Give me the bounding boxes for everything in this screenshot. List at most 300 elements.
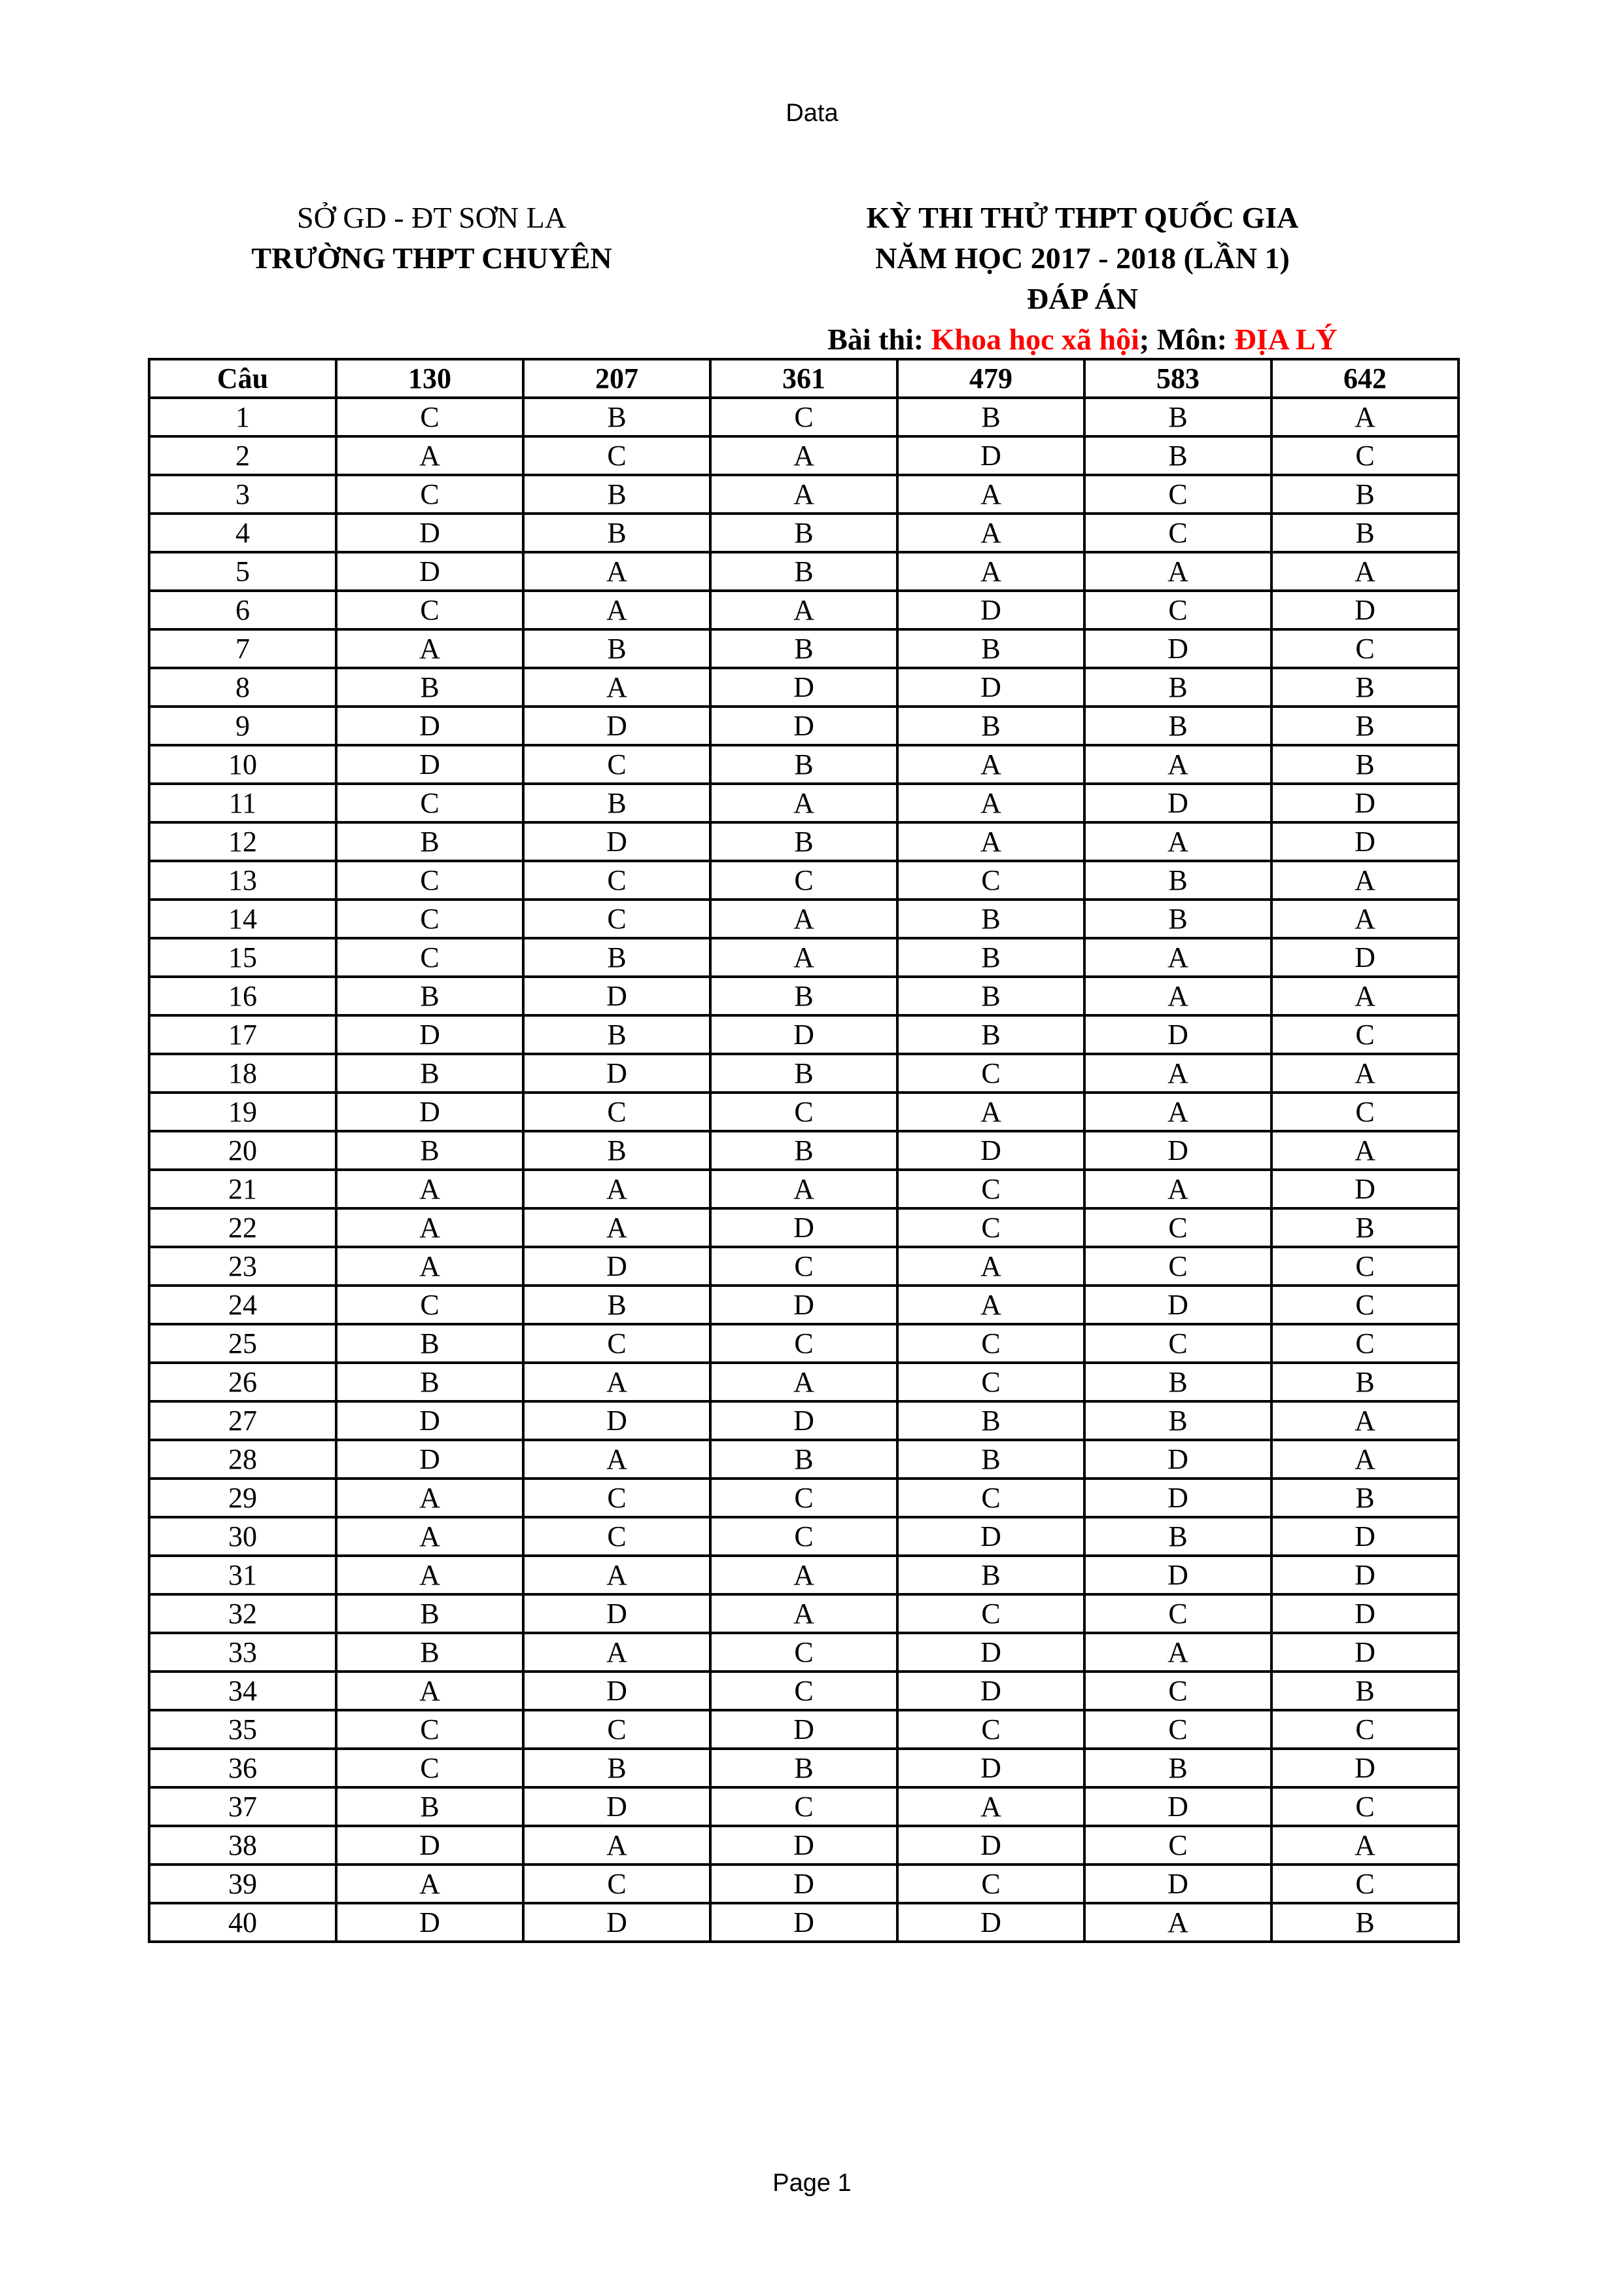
- answer-cell: A: [1084, 745, 1271, 784]
- answer-cell: D: [897, 668, 1084, 707]
- answer-cell: A: [710, 900, 897, 938]
- answer-key-table: [148, 358, 1460, 1943]
- answer-key-title: ĐÁP ÁN: [1027, 282, 1138, 315]
- question-number-cell: 19: [149, 1093, 336, 1131]
- answer-cell: D: [710, 1208, 897, 1247]
- table-row: [149, 1710, 1459, 1749]
- answer-cell: D: [710, 1015, 897, 1054]
- answer-cell: A: [897, 1286, 1084, 1324]
- answer-cell: D: [710, 1286, 897, 1324]
- answer-cell: C: [1271, 1787, 1459, 1826]
- answer-cell: C: [897, 1054, 1084, 1093]
- question-number-cell: 24: [149, 1286, 336, 1324]
- exam-year: NĂM HỌC 2017 - 2018 (LẦN 1): [875, 241, 1290, 275]
- answer-cell: C: [1084, 1826, 1271, 1865]
- table-row: [149, 591, 1459, 629]
- answer-cell: A: [1271, 1054, 1459, 1093]
- question-number-cell: 5: [149, 552, 336, 591]
- answer-cell: C: [897, 1865, 1084, 1903]
- answer-cell: B: [1271, 1363, 1459, 1401]
- answer-cell: B: [1271, 1479, 1459, 1517]
- answer-cell: A: [523, 1170, 710, 1208]
- page-footer: Page 1: [772, 2169, 852, 2197]
- answer-cell: A: [523, 1556, 710, 1594]
- answer-cell: D: [1271, 1749, 1459, 1787]
- exam-label: Bài thi:: [827, 323, 931, 356]
- answer-cell: C: [336, 1749, 523, 1787]
- table-row: [149, 861, 1459, 900]
- question-number-cell: 16: [149, 977, 336, 1015]
- answer-cell: C: [1271, 1865, 1459, 1903]
- answer-cell: C: [523, 1710, 710, 1749]
- question-number-cell: 12: [149, 822, 336, 861]
- question-number-cell: 6: [149, 591, 336, 629]
- answer-cell: A: [336, 629, 523, 668]
- answer-cell: D: [336, 1903, 523, 1942]
- subject-value: ĐỊA LÝ: [1234, 323, 1338, 356]
- answer-cell: C: [1271, 629, 1459, 668]
- table-row: [149, 1324, 1459, 1363]
- table-row: [149, 629, 1459, 668]
- answer-cell: B: [336, 1054, 523, 1093]
- table-row: [149, 1633, 1459, 1672]
- question-number-cell: 39: [149, 1865, 336, 1903]
- answer-cell: D: [523, 822, 710, 861]
- answer-cell: C: [897, 861, 1084, 900]
- answer-cell: C: [523, 861, 710, 900]
- answer-cell: B: [336, 1363, 523, 1401]
- question-number-cell: 22: [149, 1208, 336, 1247]
- question-number-cell: 18: [149, 1054, 336, 1093]
- table-header-row: [149, 359, 1459, 398]
- answer-cell: A: [336, 1517, 523, 1556]
- answer-cell: D: [897, 1826, 1084, 1865]
- answer-cell: B: [1084, 1401, 1271, 1440]
- answer-cell: A: [336, 1170, 523, 1208]
- answer-cell: B: [523, 1015, 710, 1054]
- answer-cell: B: [1084, 861, 1271, 900]
- question-number-cell: 20: [149, 1131, 336, 1170]
- answer-cell: C: [710, 1672, 897, 1710]
- answer-cell: A: [1271, 1826, 1459, 1865]
- answer-cell: A: [710, 1556, 897, 1594]
- question-number-cell: 28: [149, 1440, 336, 1479]
- header-cell-code: 130: [336, 359, 523, 398]
- answer-cell: B: [1271, 475, 1459, 514]
- answer-cell: B: [336, 1131, 523, 1170]
- answer-cell: B: [1084, 1363, 1271, 1401]
- answer-cell: C: [897, 1170, 1084, 1208]
- table-row: [149, 1517, 1459, 1556]
- answer-cell: B: [336, 1787, 523, 1826]
- answer-cell: C: [523, 1093, 710, 1131]
- question-number-cell: 30: [149, 1517, 336, 1556]
- answer-cell: C: [336, 475, 523, 514]
- answer-cell: A: [523, 1440, 710, 1479]
- answer-cell: D: [336, 1440, 523, 1479]
- question-number-cell: 4: [149, 514, 336, 552]
- answer-cell: C: [710, 1787, 897, 1826]
- answer-cell: B: [523, 398, 710, 436]
- answer-cell: A: [1271, 977, 1459, 1015]
- question-number-cell: 36: [149, 1749, 336, 1787]
- answer-cell: D: [336, 514, 523, 552]
- answer-cell: B: [897, 938, 1084, 977]
- answer-cell: A: [1271, 861, 1459, 900]
- answer-cell: D: [897, 436, 1084, 475]
- answer-cell: D: [1084, 1440, 1271, 1479]
- answer-cell: A: [897, 1093, 1084, 1131]
- answer-cell: C: [523, 1479, 710, 1517]
- answer-cell: A: [336, 1247, 523, 1286]
- answer-cell: A: [710, 591, 897, 629]
- question-number-cell: 11: [149, 784, 336, 822]
- answer-cell: D: [1271, 1594, 1459, 1633]
- answer-cell: B: [897, 1401, 1084, 1440]
- answer-cell: D: [897, 1749, 1084, 1787]
- answer-cell: A: [523, 1633, 710, 1672]
- subject-separator: ;: [1139, 323, 1157, 356]
- answer-cell: D: [1271, 1517, 1459, 1556]
- answer-cell: A: [523, 1826, 710, 1865]
- answer-cell: B: [336, 1324, 523, 1363]
- answer-cell: D: [897, 1672, 1084, 1710]
- answer-cell: B: [1271, 1208, 1459, 1247]
- table-row: [149, 1208, 1459, 1247]
- answer-cell: B: [523, 938, 710, 977]
- answer-cell: A: [710, 1363, 897, 1401]
- answer-cell: B: [523, 475, 710, 514]
- answer-table-body: [149, 398, 1459, 1942]
- answer-cell: A: [336, 1479, 523, 1517]
- table-row: [149, 1131, 1459, 1170]
- answer-cell: A: [897, 745, 1084, 784]
- answer-cell: B: [1084, 436, 1271, 475]
- answer-cell: B: [1084, 668, 1271, 707]
- table-row: [149, 707, 1459, 745]
- header-cell-code: 361: [710, 359, 897, 398]
- answer-cell: C: [336, 398, 523, 436]
- table-row: [149, 745, 1459, 784]
- answer-cell: C: [523, 900, 710, 938]
- answer-cell: B: [897, 900, 1084, 938]
- answer-cell: C: [523, 1865, 710, 1903]
- answer-cell: B: [897, 1440, 1084, 1479]
- table-row: [149, 784, 1459, 822]
- subject-line: [752, 319, 1413, 360]
- answer-cell: D: [336, 707, 523, 745]
- answer-cell: D: [710, 1865, 897, 1903]
- answer-cell: D: [1084, 1865, 1271, 1903]
- answer-cell: D: [523, 1594, 710, 1633]
- header-cell-code: 642: [1271, 359, 1459, 398]
- answer-cell: A: [1271, 1401, 1459, 1440]
- question-number-cell: 14: [149, 900, 336, 938]
- answer-cell: A: [897, 822, 1084, 861]
- table-row: [149, 1363, 1459, 1401]
- answer-cell: A: [897, 552, 1084, 591]
- table-row: [149, 1556, 1459, 1594]
- answer-cell: A: [897, 784, 1084, 822]
- answer-cell: A: [710, 1170, 897, 1208]
- answer-cell: B: [1084, 707, 1271, 745]
- answer-cell: C: [710, 1479, 897, 1517]
- table-row: [149, 1440, 1459, 1479]
- table-row: [149, 977, 1459, 1015]
- answer-cell: D: [523, 1672, 710, 1710]
- table-row: [149, 1594, 1459, 1633]
- answer-cell: A: [1084, 1170, 1271, 1208]
- answer-cell: A: [710, 475, 897, 514]
- answer-cell: D: [710, 707, 897, 745]
- answer-cell: B: [1084, 1749, 1271, 1787]
- answer-cell: C: [1084, 1710, 1271, 1749]
- question-number-cell: 23: [149, 1247, 336, 1286]
- answer-cell: C: [1084, 1672, 1271, 1710]
- answer-cell: C: [1084, 1247, 1271, 1286]
- answer-cell: A: [523, 552, 710, 591]
- answer-cell: D: [336, 1093, 523, 1131]
- answer-cell: D: [1271, 784, 1459, 822]
- answer-cell: D: [1084, 784, 1271, 822]
- table-row: [149, 1903, 1459, 1942]
- answer-cell: C: [336, 861, 523, 900]
- table-row: [149, 552, 1459, 591]
- answer-cell: D: [1271, 822, 1459, 861]
- table-row: [149, 1672, 1459, 1710]
- answer-cell: C: [1271, 436, 1459, 475]
- answer-cell: C: [336, 1286, 523, 1324]
- answer-cell: D: [1271, 938, 1459, 977]
- header-cell-question: Câu: [149, 359, 336, 398]
- table-row: [149, 398, 1459, 436]
- answer-cell: B: [897, 1556, 1084, 1594]
- answer-cell: B: [710, 1749, 897, 1787]
- answer-cell: C: [1084, 1594, 1271, 1633]
- answer-cell: B: [1271, 514, 1459, 552]
- answer-cell: B: [336, 977, 523, 1015]
- answer-cell: B: [336, 668, 523, 707]
- question-number-cell: 26: [149, 1363, 336, 1401]
- answer-cell: A: [336, 1672, 523, 1710]
- table-row: [149, 1401, 1459, 1440]
- answer-cell: C: [523, 745, 710, 784]
- answer-cell: C: [710, 1633, 897, 1672]
- answer-cell: A: [523, 591, 710, 629]
- answer-cell: B: [710, 1054, 897, 1093]
- answer-cell: B: [1084, 900, 1271, 938]
- answer-cell: C: [336, 938, 523, 977]
- answer-cell: B: [897, 707, 1084, 745]
- answer-cell: B: [1084, 398, 1271, 436]
- answer-cell: D: [897, 591, 1084, 629]
- answer-cell: C: [710, 1093, 897, 1131]
- answer-cell: A: [1084, 552, 1271, 591]
- answer-cell: D: [897, 1633, 1084, 1672]
- header-cell-code: 583: [1084, 359, 1271, 398]
- table-row: [149, 514, 1459, 552]
- answer-cell: C: [1271, 1093, 1459, 1131]
- answer-cell: D: [523, 1787, 710, 1826]
- table-row: [149, 1093, 1459, 1131]
- answer-cell: D: [523, 1401, 710, 1440]
- answer-cell: B: [897, 398, 1084, 436]
- answer-cell: C: [1084, 591, 1271, 629]
- question-number-cell: 13: [149, 861, 336, 900]
- answer-cell: A: [1084, 977, 1271, 1015]
- answer-cell: D: [897, 1131, 1084, 1170]
- answer-cell: D: [336, 1015, 523, 1054]
- question-number-cell: 37: [149, 1787, 336, 1826]
- table-row: [149, 822, 1459, 861]
- answer-cell: A: [336, 436, 523, 475]
- answer-cell: A: [336, 1208, 523, 1247]
- table-row: [149, 1826, 1459, 1865]
- table-row: [149, 1015, 1459, 1054]
- question-number-cell: 32: [149, 1594, 336, 1633]
- answer-cell: A: [1271, 1440, 1459, 1479]
- question-number-cell: 31: [149, 1556, 336, 1594]
- answer-cell: D: [710, 1903, 897, 1942]
- table-row: [149, 436, 1459, 475]
- answer-cell: B: [710, 745, 897, 784]
- question-number-cell: 35: [149, 1710, 336, 1749]
- table-row: [149, 1170, 1459, 1208]
- question-number-cell: 7: [149, 629, 336, 668]
- question-number-cell: 8: [149, 668, 336, 707]
- question-number-cell: 17: [149, 1015, 336, 1054]
- answer-cell: C: [710, 1247, 897, 1286]
- table-row: [149, 900, 1459, 938]
- answer-cell: C: [710, 861, 897, 900]
- answer-cell: C: [336, 784, 523, 822]
- answer-cell: A: [1084, 822, 1271, 861]
- answer-cell: C: [897, 1594, 1084, 1633]
- question-number-cell: 10: [149, 745, 336, 784]
- question-number-cell: 21: [149, 1170, 336, 1208]
- answer-cell: D: [897, 1517, 1084, 1556]
- answer-cell: B: [523, 784, 710, 822]
- answer-cell: A: [710, 436, 897, 475]
- school-name: TRƯỜNG THPT CHUYÊN: [251, 241, 612, 275]
- header-cell-code: 207: [523, 359, 710, 398]
- answer-cell: A: [710, 1594, 897, 1633]
- table-row: [149, 1787, 1459, 1826]
- question-number-cell: 29: [149, 1479, 336, 1517]
- answer-cell: B: [1271, 745, 1459, 784]
- question-number-cell: 3: [149, 475, 336, 514]
- answer-cell: D: [710, 1710, 897, 1749]
- answer-cell: D: [336, 1401, 523, 1440]
- answer-cell: A: [897, 1247, 1084, 1286]
- answer-cell: B: [523, 1749, 710, 1787]
- answer-cell: D: [523, 1247, 710, 1286]
- answer-cell: C: [710, 1324, 897, 1363]
- answer-cell: B: [897, 977, 1084, 1015]
- answer-cell: D: [523, 977, 710, 1015]
- answer-cell: C: [897, 1479, 1084, 1517]
- answer-cell: D: [1084, 1556, 1271, 1594]
- answer-cell: B: [710, 1131, 897, 1170]
- answer-cell: C: [897, 1710, 1084, 1749]
- answer-cell: A: [1084, 1633, 1271, 1672]
- answer-cell: A: [523, 1363, 710, 1401]
- question-number-cell: 40: [149, 1903, 336, 1942]
- answer-cell: C: [336, 1710, 523, 1749]
- answer-cell: D: [1084, 1787, 1271, 1826]
- answer-cell: A: [1271, 900, 1459, 938]
- answer-cell: C: [1084, 514, 1271, 552]
- answer-cell: D: [523, 707, 710, 745]
- answer-cell: A: [336, 1865, 523, 1903]
- answer-cell: C: [1271, 1015, 1459, 1054]
- table-row: [149, 1247, 1459, 1286]
- answer-cell: B: [1084, 1517, 1271, 1556]
- answer-cell: A: [897, 514, 1084, 552]
- answer-cell: A: [1084, 938, 1271, 977]
- table-row: [149, 475, 1459, 514]
- exam-title: KỲ THI THỬ THPT QUỐC GIA: [866, 201, 1299, 234]
- answer-cell: B: [1271, 707, 1459, 745]
- answer-cell: C: [1271, 1286, 1459, 1324]
- answer-cell: A: [1271, 398, 1459, 436]
- answer-cell: B: [336, 1594, 523, 1633]
- answer-cell: C: [523, 1324, 710, 1363]
- table-row: [149, 1479, 1459, 1517]
- answer-cell: C: [897, 1363, 1084, 1401]
- question-number-cell: 2: [149, 436, 336, 475]
- answer-cell: A: [523, 1208, 710, 1247]
- answer-cell: D: [336, 745, 523, 784]
- table-row: [149, 668, 1459, 707]
- table-row: [149, 1054, 1459, 1093]
- answer-cell: A: [710, 784, 897, 822]
- answer-cell: B: [523, 1286, 710, 1324]
- answer-cell: D: [897, 1903, 1084, 1942]
- answer-cell: A: [336, 1556, 523, 1594]
- subject-label: Môn:: [1156, 323, 1235, 356]
- answer-cell: D: [1271, 1556, 1459, 1594]
- answer-cell: D: [1084, 629, 1271, 668]
- answer-cell: A: [523, 668, 710, 707]
- answer-cell: C: [897, 1324, 1084, 1363]
- question-number-cell: 27: [149, 1401, 336, 1440]
- answer-cell: C: [1271, 1247, 1459, 1286]
- question-number-cell: 34: [149, 1672, 336, 1710]
- answer-cell: B: [710, 552, 897, 591]
- answer-cell: C: [336, 591, 523, 629]
- question-number-cell: 1: [149, 398, 336, 436]
- answer-cell: B: [710, 822, 897, 861]
- header-cell-code: 479: [897, 359, 1084, 398]
- answer-cell: D: [1084, 1015, 1271, 1054]
- question-number-cell: 15: [149, 938, 336, 977]
- answer-cell: A: [1271, 552, 1459, 591]
- answer-cell: C: [523, 1517, 710, 1556]
- answer-cell: D: [1271, 1170, 1459, 1208]
- answer-cell: B: [523, 629, 710, 668]
- answer-cell: B: [710, 1440, 897, 1479]
- answer-cell: A: [1084, 1093, 1271, 1131]
- answer-cell: D: [523, 1903, 710, 1942]
- answer-cell: D: [710, 668, 897, 707]
- table-row: [149, 1286, 1459, 1324]
- question-number-cell: 38: [149, 1826, 336, 1865]
- answer-cell: A: [1271, 1131, 1459, 1170]
- answer-cell: B: [897, 629, 1084, 668]
- answer-cell: A: [1084, 1903, 1271, 1942]
- answer-cell: B: [336, 822, 523, 861]
